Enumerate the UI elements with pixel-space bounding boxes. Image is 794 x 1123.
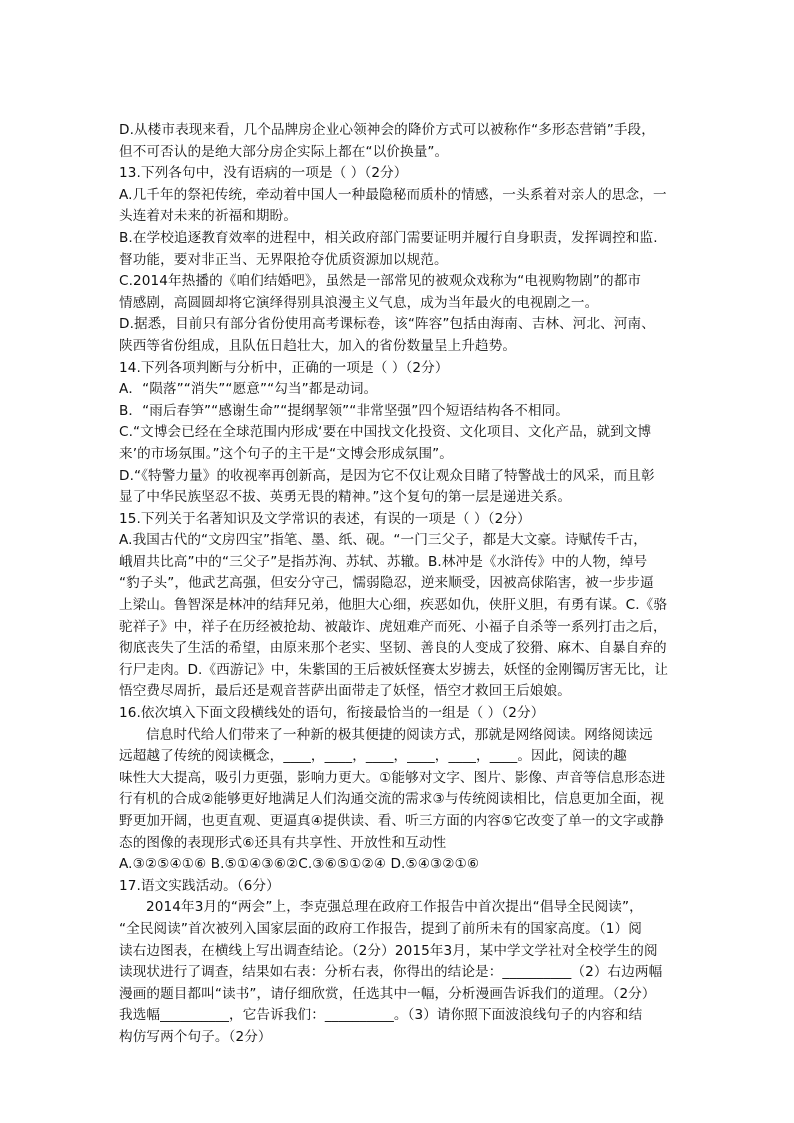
q17-text-line-1: 2014年3月的“两会”上，李克强总理在政府工作报告中首次提出“倡导全民阅读”， — [146, 899, 643, 916]
q16-passage-line-2: 远超越了传统的阅读概念，____，____，____，____，____，____。因此，阅读的趣 — [119, 748, 627, 765]
q13-option-a-line-2: 头连着对未来的祈福和期盼。 — [119, 208, 298, 225]
q13-option-c-line-1: C.2014年热播的《咱们结婚吧》，虽然是一部常见的被观众戏称为“电视购物剧”的都市 — [119, 273, 642, 290]
q13-option-d-line-2: 陕西等省份组成，且队伍日趋壮大，加入的省份数量呈上升趋势。 — [119, 337, 517, 354]
q14-option-b: B．“雨后春笋”“感谢生命”“提纲挈领”“非常坚强”四个短语结构各不相同。 — [119, 402, 569, 419]
q15-text-line-8: 悟空费尽周折，最后还是观音菩萨出面带走了妖怪，悟空才救回王后娘娘。 — [119, 683, 571, 700]
q17-text-line-7: 构仿写两个句子。（2分） — [119, 1028, 272, 1045]
question-15-title: 15.下列关于名著知识及文学常识的表述，有误的一项是（ ）（2分） — [119, 510, 531, 527]
q16-passage-line-5: 野更加开阔，也更直观、更逼真④提供读、看、听三方面的内容⑤它改变了单一的文字或静 — [119, 813, 664, 829]
q13-option-b-line-2: 督功能，要对非正当、无界限抢夺优质资源加以规范。 — [119, 251, 448, 268]
question-14-title: 14.下列各项判断与分析中，正确的一项是（ ）（2分） — [119, 359, 449, 376]
q16-passage-line-3: 味性大大提高，吸引力更强，影响力更大。①能够对文字、图片、影像、声音等信息形态进 — [119, 769, 666, 786]
q15-text-line-3: “豹子头”，他武艺高强，但安分守己，懦弱隐忍，逆来顺受，因被高俅陷害，被一步步逼 — [119, 575, 654, 592]
q14-option-c-line-2: 来’的市场氛围。”这个句子的主干是“文博会形成氛围”。 — [119, 445, 454, 462]
q15-text-line-1: A.我国古代的“文房四宝”指笔、墨、纸、砚。“一门三父子，都是大文豪。诗赋传千古， — [119, 532, 647, 549]
q16-passage-line-1: 信息时代给人们带来了一种新的极其便捷的阅读方式，那就是网络阅读。网络阅读远 — [146, 726, 653, 743]
q13-option-a-line-1: A.几千年的祭祀传统，牵动着中国人一种最隐秘而质朴的情感，一头系着对亲人的思念，一 — [119, 186, 667, 203]
q16-passage-line-4: 行有机的合成②能够更好地满足人们沟通交流的需求③与传统阅读相比，信息更加全面，视 — [119, 791, 664, 808]
q17-text-line-6: 我选幅__________，它告诉我们：__________。（3）请你照下面波浪线句子的内容和结 — [119, 1007, 643, 1024]
q14-option-c-line-1: C.“文博会已经在全球范围内形成‘要在中国找文化投资、文化项目、文化产品，就到文博 — [119, 424, 652, 441]
option-d-line-1: D.从楼市表现来看，几个品牌房企业心领神会的降价方式可以被称作“多形态营销”手段， — [119, 122, 655, 138]
q15-text-line-5: 驼祥子》中，祥子在历经被抢劫、被敲诈、虎妞难产而死、小福子自杀等一系列打击之后， — [119, 618, 667, 635]
q15-text-line-2: 峨眉共比高”中的“三父子”是指苏洵、苏轼、苏辙。B.林冲是《水浒传》中的人物，绰号 — [119, 553, 648, 570]
q17-text-line-2: “全民阅读”首次被列入国家层面的政府工作报告，提到了前所未有的国家高度。（1）阅 — [119, 920, 642, 937]
q14-option-a: A．“陨落”“消失”“愿意”“勾当”都是动词。 — [119, 381, 378, 398]
question-17-title: 17.语文实践活动。（6分） — [119, 877, 280, 894]
q17-text-line-4: 读现状进行了调查，结果如右表：分析右表，你得出的结论是：__________（2）右边两幅 — [119, 964, 663, 981]
q15-text-line-6: 彻底丧失了生活的希望，由原来那个老实、坚韧、善良的人变成了狡猾、麻木、自暴自弃的 — [119, 640, 667, 657]
q15-text-line-4: 上梁山。鲁智深是林冲的结拜兄弟，他胆大心细，疾恶如仇，侠肝义胆，有勇有谋。C.《骆 — [119, 597, 668, 614]
q13-option-c-line-2: 情感剧，高圆圆却将它演绎得别具浪漫主义气息，成为当年最火的电视剧之一。 — [119, 294, 599, 311]
q16-options: A.③②⑤④①⑥ B.⑤①④③⑥②C.③⑥⑤①②④ D.⑤④③②①⑥ — [119, 856, 480, 873]
question-13-title: 13.下列各句中，没有语病的一项是（ ）（2分） — [119, 165, 408, 182]
q13-option-d-line-1: D.据悉，目前只有部分省份使用高考课标卷，该“阵容”包括由海南、吉林、河北、河南、 — [119, 316, 655, 333]
q17-text-line-3: 读右边图表，在横线上写出调查结论。（2分）2015年3月，某中学文学社对全校学生的阅 — [119, 942, 658, 959]
q13-option-b-line-1: B.在学校追逐教育效率的进程中，相关政府部门需要证明并履行自身职责，发挥调控和监. — [119, 229, 658, 246]
q17-text-line-5: 漫画的题目都叫“读书”，请仔细欣赏，任选其中一幅，分析漫画告诉我们的道理。（2分） — [119, 985, 656, 1002]
q14-option-d-line-1: D.“《特警力量》的收视率再创新高，是因为它不仅让观众目睹了特警战士的风采，而且彰 — [119, 467, 655, 484]
q16-passage-line-6: 态的图像的表现形式⑥还具有共享性、开放性和互动性 — [119, 834, 447, 851]
question-16-title: 16.依次填入下面文段横线处的语句，衔接最恰当的一组是（ ）（2分） — [119, 705, 545, 722]
q14-option-d-line-2: 显了中华民族坚忍不拔、英勇无畏的精神。”这个复句的第一层是递进关系。 — [119, 489, 572, 506]
q15-text-line-7: 行尸走肉。D.《西游记》中，朱紫国的王后被妖怪赛太岁掳去，妖怪的金刚镯厉害无比，让 — [119, 661, 669, 678]
exam-page — [119, 120, 675, 1049]
option-d-line-2: 但不可否认的是绝大部分房企实际上都在“以价换量”。 — [119, 143, 449, 160]
